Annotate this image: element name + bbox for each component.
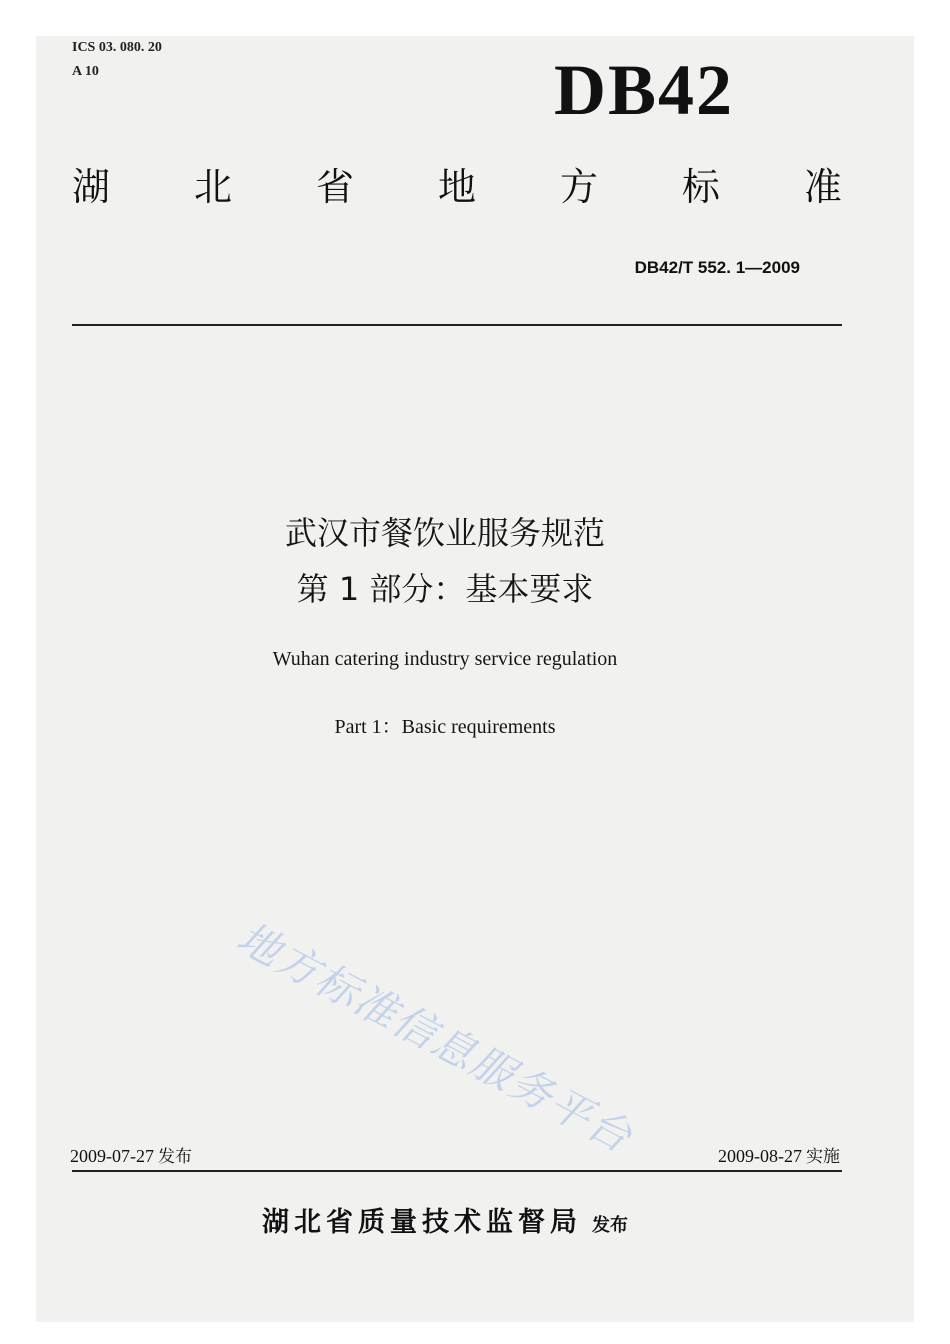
issue-date-value: 2009-07-27 xyxy=(70,1146,154,1166)
title-chinese-part: 第 1 部分：基本要求 xyxy=(296,570,594,608)
title-english-main: Wuhan catering industry service regulation xyxy=(272,648,618,670)
issue-date xyxy=(70,1142,192,1167)
standard-type-heading xyxy=(72,165,842,209)
title-chinese-main: 武汉市餐饮业服务规范 xyxy=(284,514,605,552)
standard-type-char: 省 xyxy=(315,165,354,209)
standard-type-char: 方 xyxy=(559,165,598,209)
standard-type-char: 标 xyxy=(681,165,720,209)
implementation-date-label: 实施 xyxy=(806,1147,840,1167)
standard-type-char: 地 xyxy=(437,165,476,209)
footer-divider xyxy=(72,1170,842,1172)
ics-code: ICS 03. 080. 20 xyxy=(72,40,162,55)
standard-type-char: 湖 xyxy=(72,165,111,209)
standard-type-char: 北 xyxy=(193,165,232,209)
watermark: 地方标准信息服务平台 xyxy=(229,912,641,1163)
classification-code: A 10 xyxy=(72,64,99,79)
standard-cover-page xyxy=(36,36,914,1322)
implementation-date xyxy=(718,1142,840,1167)
db42-logo: DB42 xyxy=(554,50,735,130)
standard-type-char: 准 xyxy=(803,165,842,209)
publisher-verb: 发布 xyxy=(592,1215,628,1236)
issue-date-label: 发布 xyxy=(158,1147,192,1167)
publisher xyxy=(36,1200,854,1239)
publisher-org: 湖北省质量技术监督局 xyxy=(262,1207,582,1238)
header-divider xyxy=(72,324,842,326)
standard-number: DB42/T 552. 1—2009 xyxy=(634,258,800,277)
title-english-part: Part 1：Basic requirements xyxy=(334,716,556,738)
implementation-date-value: 2009-08-27 xyxy=(718,1146,802,1166)
